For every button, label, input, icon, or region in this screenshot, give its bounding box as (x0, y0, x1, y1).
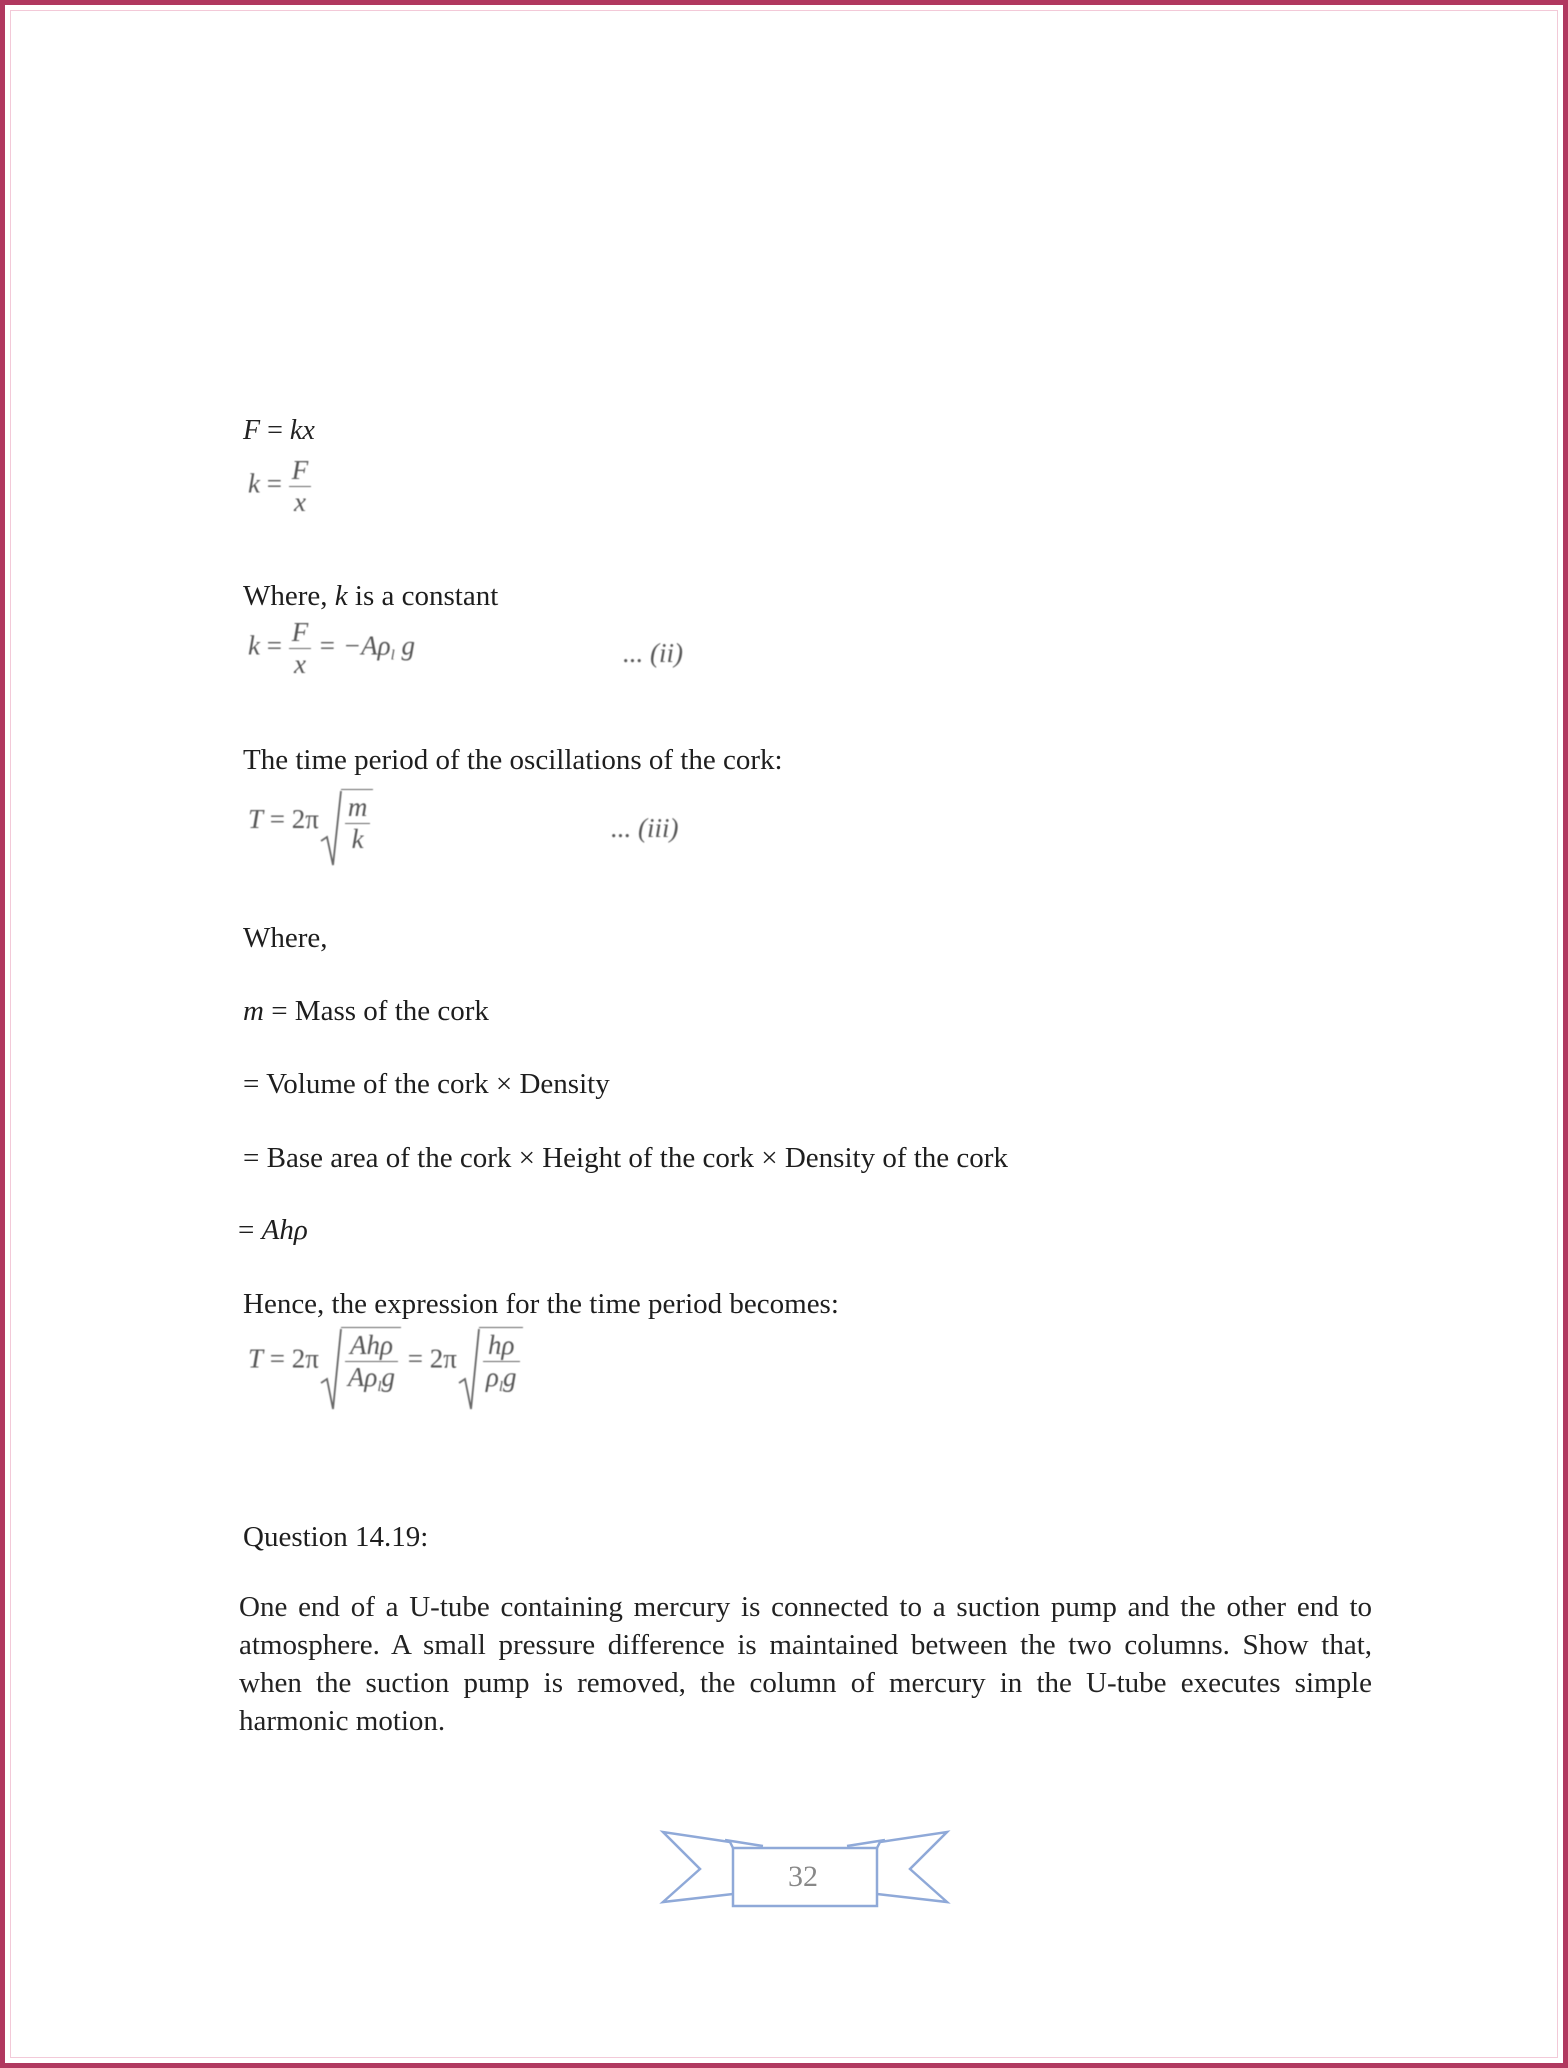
definition-ahrho (238, 1213, 308, 1247)
text: Where, (243, 580, 335, 612)
where-label: Where, (243, 922, 328, 954)
eq-var: k (248, 630, 260, 661)
page-number-banner (655, 1822, 955, 1922)
eq-var: g (394, 630, 416, 661)
square-root (457, 1327, 523, 1396)
question-label: Question 14.19: (243, 1521, 429, 1553)
eq-op: = (259, 630, 289, 661)
eq-var: k (334, 580, 348, 612)
equation-tag-iii: ... (iii) (611, 813, 679, 843)
text: is a constant (347, 580, 499, 612)
subscript: l (390, 647, 395, 664)
square-root (319, 1327, 401, 1396)
where-k-constant (243, 579, 498, 613)
eq-op: = 2π (401, 1343, 457, 1374)
fraction (345, 792, 371, 855)
eq-var: k (248, 468, 260, 499)
definition-volume-density: = Volume of the cork × Density (243, 1068, 610, 1100)
page-border-inner (10, 10, 1558, 2058)
denominator: k (345, 823, 371, 855)
radicand (341, 789, 374, 855)
eq-var: g (381, 1362, 396, 1392)
eq-var: Ahρ (261, 1214, 308, 1246)
denominator: x (289, 486, 312, 518)
question-text: One end of a U-tube containing mercury is connected to a suction pump and the other end to atmosphere. A small pressure difference is maintained between the two columns. Show that, when the suction pump is removed, the column of mercury in the U-tube executes simple harmonic motion. (239, 1591, 1372, 1737)
radical-icon (319, 1327, 343, 1413)
denominator (483, 1361, 520, 1396)
equation-tag-ii: ... (ii) (623, 638, 683, 668)
time-period-intro: The time period of the oscillations of the cork: (243, 744, 783, 776)
eq-var: Aρ (347, 1362, 378, 1392)
fraction (289, 617, 312, 680)
eq-var: kx (289, 415, 315, 446)
denominator: x (289, 648, 312, 680)
numerator: F (291, 617, 309, 647)
equation-ii (248, 617, 415, 680)
eq-var: m (243, 995, 264, 1027)
page-number: 32 (788, 1860, 818, 1893)
equation-final-period (248, 1327, 523, 1396)
radicand (341, 1327, 401, 1396)
fraction (483, 1330, 520, 1396)
subscript: l (498, 1379, 504, 1395)
eq-var: T (248, 804, 264, 835)
fraction (289, 455, 312, 518)
eq-rhs: = −A (311, 630, 378, 661)
eq-var: F (243, 415, 261, 446)
eq-op: = 2π (263, 804, 319, 835)
radicand (479, 1327, 523, 1396)
equation-k-equals-f-over-x (248, 455, 311, 518)
hence-intro: Hence, the expression for the time period becomes: (243, 1288, 839, 1320)
square-root (319, 789, 374, 855)
equation-iii (248, 789, 373, 855)
equation-f-equals-kx (243, 414, 315, 448)
eq-var: T (248, 1343, 264, 1374)
numerator: hρ (487, 1330, 515, 1360)
eq-op: = (260, 415, 290, 446)
eq-op: = 2π (263, 1343, 319, 1374)
definition-base-height-density: = Base area of the cork × Height of the cork × Density of the cork (243, 1142, 1008, 1174)
radical-icon (319, 789, 343, 869)
text: = (238, 1214, 262, 1246)
fraction (345, 1330, 398, 1396)
eq-op: = (259, 468, 289, 499)
rho-symbol: ρ (377, 630, 391, 661)
subscript: l (377, 1379, 382, 1395)
numerator: m (347, 792, 368, 822)
radical-icon (457, 1327, 481, 1413)
eq-var: g (503, 1362, 517, 1392)
eq-var: ρ (485, 1362, 499, 1392)
numerator: F (291, 455, 309, 485)
definition-mass (243, 994, 489, 1028)
numerator: Ahρ (349, 1330, 393, 1360)
denominator (345, 1361, 398, 1396)
text: = Mass of the cork (263, 995, 489, 1027)
